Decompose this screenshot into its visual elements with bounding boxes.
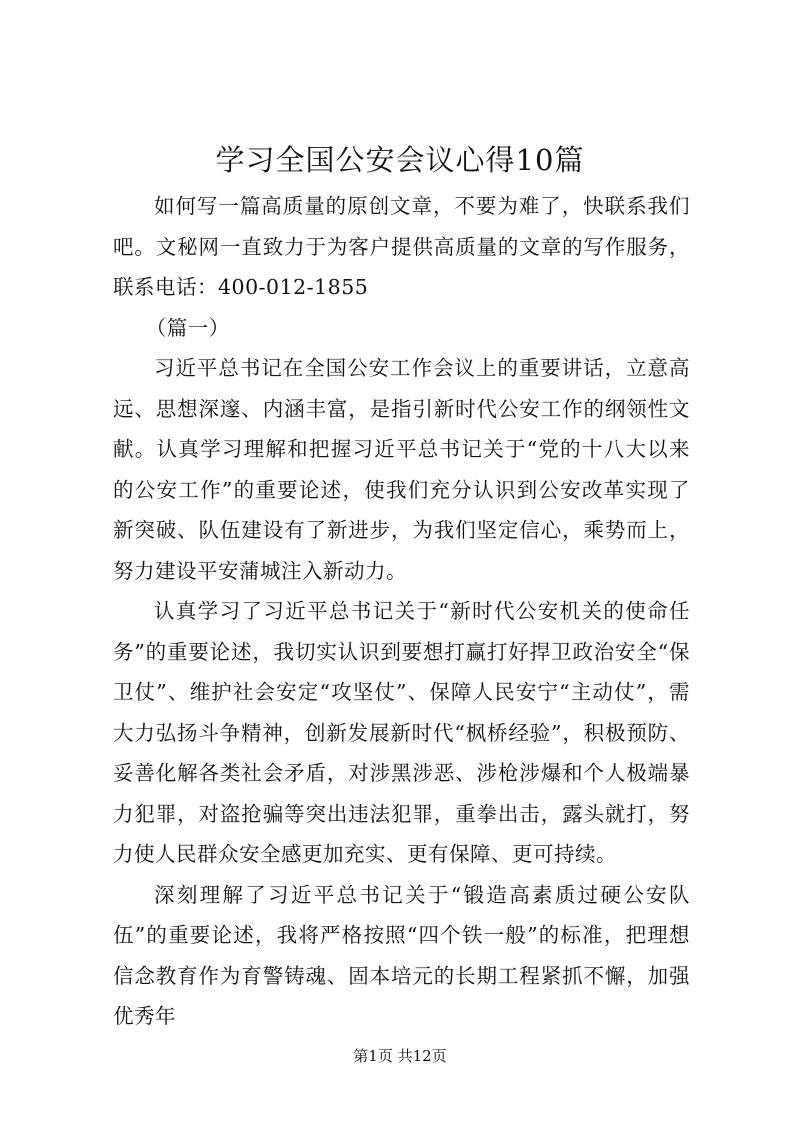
page-footer: 第1页 共12页 [353,1047,447,1065]
document-body [113,186,690,1037]
body-paragraph-3: 深刻理解了习近平总书记关于“锻造高素质过硬公安队伍”的重要论述，我将严格按照“四个铁一般”的标准，把理想信念教育作为育警铸魂、固本培元的长期工程紧抓不懈，加强优秀年 [113,882,690,1028]
intro-paragraph: 如何写一篇高质量的原创文章，不要为难了，快联系我们吧。文秘网一直致力于为客户提供高质量的文章的写作服务，联系电话：400-012-1855 [113,194,690,299]
body-paragraph-1: 习近平总书记在全国公安工作会议上的重要讲话，立意高远、思想深邃、内涵丰富，是指引新时代公安工作的纲领性文献。认真学习理解和把握习近平总书记关于“党的十八大以来的公安工作”的重要论述，使我们充分认识到公安改革实现了新突破、队伍建设有了新进步，为我们坚定信心，乘势而上，努力建设平安蒲城注入新动力。 [113,356,690,583]
document-title: 学习全国公安会议心得10篇 [215,143,585,177]
body-paragraph-2: 认真学习了习近平总书记关于“新时代公安机关的使命任务”的重要论述，我切实认识到要想打赢打好捍卫政治安全“保卫仗”、维护社会安定“攻坚仗”、保障人民安宁“主动仗”，需大力弘扬斗争精神，创新发展新时代“枫桥经验”，积极预防、妥善化解各类社会矛盾，对涉黑涉恶、涉枪涉爆和个人极端暴力犯罪，对盗抢骗等突出违法犯罪，重拳出击，露头就打，努力使人民群众安全感更加充实、更有保障、更可持续。 [113,599,690,866]
section-heading: （篇一） [145,315,230,340]
